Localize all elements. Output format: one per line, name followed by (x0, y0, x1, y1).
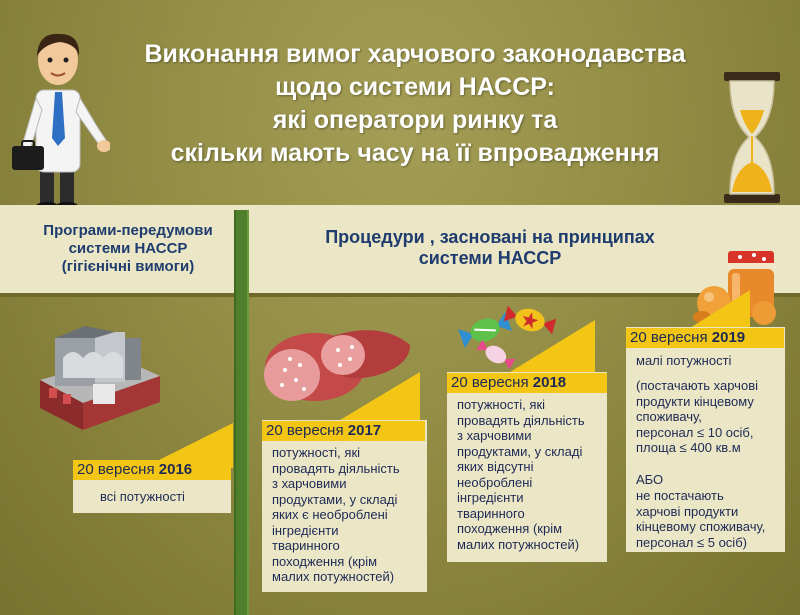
text-line: потужності, які (457, 397, 546, 412)
step-arrow-2017 (340, 372, 420, 420)
text-line: (постачають харчові (636, 378, 758, 393)
text-line: тваринного (457, 505, 525, 521)
text-line: тваринного (272, 538, 340, 553)
text-line: необроблені (457, 474, 533, 490)
step-text-2017 (272, 445, 400, 585)
date-year: 2016 (158, 461, 193, 478)
title-line-4: скільки мають часу на її впровадження (170, 139, 660, 167)
text-line: продуктами, у складі (457, 443, 583, 459)
text-line: продуктами, у складі (272, 491, 398, 507)
date-prefix: 20 вересня (451, 374, 533, 391)
band-left-line-2: системи НАССР (68, 240, 188, 257)
prerequisite-programs-label (28, 222, 228, 276)
date-year: 2019 (711, 329, 746, 346)
date-prefix: 20 вересня (266, 422, 348, 439)
band-left-line-3: (гігієнічні вимоги) (61, 258, 195, 275)
text-line: походження (крім (272, 553, 378, 569)
step-text-2019-b (636, 488, 765, 550)
title-line-3: які оператори ринку та (272, 106, 558, 134)
text-line: інгредієнти (457, 490, 524, 505)
text-line: походження (крім (457, 521, 563, 536)
text-line: кінцевому споживачу, (636, 519, 766, 534)
text-line: персонал ≤ 10 осіб, (636, 424, 754, 440)
text-line: малих потужностей) (272, 569, 395, 584)
step-text-2018 (457, 397, 585, 552)
step-head-2019: малі потужності (636, 353, 732, 368)
text-line: площа ≤ 400 кв.м (636, 440, 741, 455)
text-line: споживачу, (636, 409, 702, 424)
text-line: з харчовими (272, 476, 347, 491)
date-2019 (626, 328, 784, 348)
date-2017 (262, 421, 425, 441)
text-line: провадять діяльність (457, 412, 585, 428)
band-right-line-1: Процедури , засновані на принципах (325, 227, 655, 247)
text-line: яких відсутні (457, 459, 534, 474)
band-divider (0, 293, 800, 297)
haccp-procedures-label (290, 227, 690, 269)
text-line: провадять діяльність (272, 460, 400, 476)
title-line-1: Виконання вимог харчового законодавства (144, 40, 686, 68)
step-text-2019-a (636, 378, 758, 456)
text-line: потужності, які (272, 445, 361, 460)
text-line: яких є необроблені (272, 507, 388, 522)
date-year: 2017 (347, 422, 382, 439)
date-prefix: 20 вересня (630, 329, 712, 346)
text-line: малих потужностей) (457, 536, 580, 552)
text-line: не постачають (636, 488, 724, 503)
step-arrow-2019 (690, 290, 750, 328)
timeline-divider (234, 210, 249, 615)
date-prefix: 20 вересня (77, 461, 159, 478)
date-year: 2018 (532, 374, 567, 391)
text-line: з харчовими (457, 428, 532, 443)
text-line: харчові продукти (636, 503, 739, 519)
date-2018 (447, 373, 607, 393)
text-line: інгредієнти (272, 522, 339, 538)
text-line: персонал ≤ 5 осіб) (636, 534, 747, 550)
title-line-2: щодо системи НАССР: (275, 73, 555, 101)
step-or-2019: АБО (636, 472, 664, 487)
text-line: продукти кінцевому (636, 393, 754, 409)
page-title (95, 38, 735, 170)
step-text-2016: всі потужності (100, 489, 185, 504)
band-left-line-1: Програми-передумови (43, 222, 213, 239)
band-right-line-2: системи НАССР (418, 248, 562, 268)
date-2016 (73, 460, 231, 480)
factory-icon (35, 318, 165, 436)
step-arrow-2018 (510, 320, 595, 372)
